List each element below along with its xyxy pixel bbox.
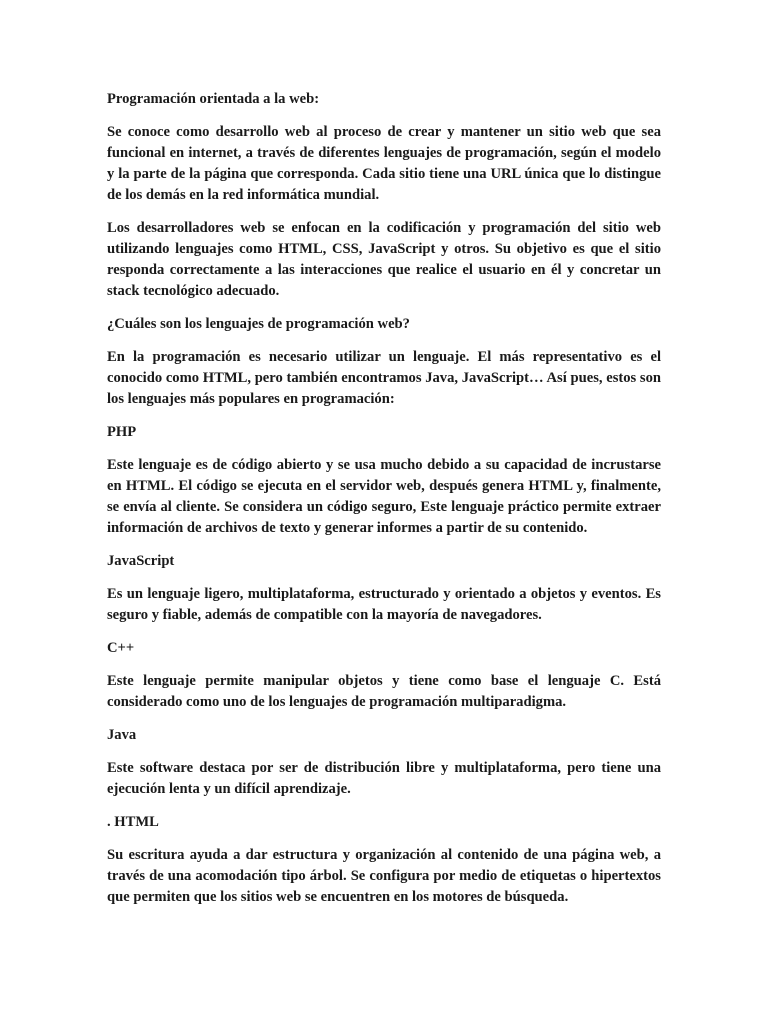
intro-paragraph-3: En la programación es necesario utilizar un lenguaje. El más representativo es el conocido como HTML, pero también encontramos Java, JavaScript… Así pues, estos son los lenguajes más populares en programación: — [107, 349, 661, 407]
section-body-javascript: Es un lenguaje ligero, multiplataforma, estructurado y orientado a objetos y eventos. Es seguro y fiable, además de compatible con la mayoría de navegadores. — [107, 586, 661, 623]
section-body-php: Este lenguaje es de código abierto y se usa mucho debido a su capacidad de incrustarse en HTML. El código se ejecuta en el servidor web, después genera HTML y, finalmente, se envía al cliente. Se considera un código seguro, Este lenguaje práctico permite extraer información de archivos de texto y generar informes a partir de su contenido. — [107, 457, 661, 536]
section-heading-html: . HTML — [107, 814, 159, 830]
section-heading-javascript: JavaScript — [107, 553, 175, 569]
section-body-java: Este software destaca por ser de distribución libre y multiplataforma, pero tiene una ejecución lenta y un difícil aprendizaje. — [107, 760, 661, 797]
section-body-html: Su escritura ayuda a dar estructura y organización al contenido de una página web, a través de una acomodación tipo árbol. Se configura por medio de etiquetas o hipertextos que permiten que los sitios web se encuentren en los motores de búsqueda. — [107, 847, 661, 905]
section-heading-php: PHP — [107, 424, 137, 440]
document-title: Programación orientada a la web: — [107, 91, 320, 107]
section-body-cpp: Este lenguaje permite manipular objetos y tiene como base el lenguaje C. Está considerado como uno de los lenguajes de programación multiparadigma. — [107, 673, 661, 710]
languages-question: ¿Cuáles son los lenguajes de programación web? — [107, 316, 410, 332]
section-heading-java: Java — [107, 727, 137, 743]
intro-paragraph-1: Se conoce como desarrollo web al proceso de crear y mantener un sitio web que sea funcional en internet, a través de diferentes lenguajes de programación, según el modelo y la parte de la página que corresponda. Cada sitio tiene una URL única que lo distingue de los demás en la red informática mundial. — [107, 124, 661, 203]
section-heading-cpp: C++ — [107, 640, 135, 656]
intro-paragraph-2: Los desarrolladores web se enfocan en la codificación y programación del sitio web utilizando lenguajes como HTML, CSS, JavaScript y otros. Su objetivo es que el sitio responda correctamente a las interacciones que realice el usuario en él y concretar un stack tecnológico adecuado. — [107, 220, 661, 299]
